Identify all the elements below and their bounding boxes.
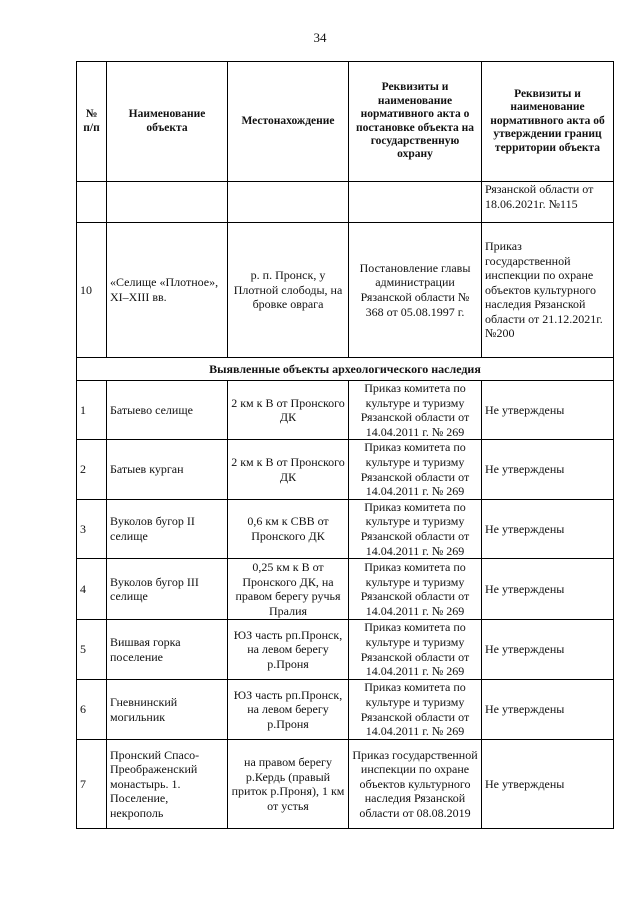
row-boundaries-act: Не утверждены <box>482 381 614 440</box>
row-boundaries-act: Не утверждены <box>482 499 614 558</box>
section-title: Выявленные объекты археологического наследия <box>77 358 614 381</box>
row-name: Гневнинский могильник <box>107 680 228 740</box>
row-protection-act: Приказ комитета по культуре и туризму Рязанской области от 14.04.2011 г. № 269 <box>349 680 482 740</box>
row-num: 3 <box>77 499 107 558</box>
row-name: «Селище «Плотное», XI–XIII вв. <box>107 223 228 358</box>
row-protection-act: Приказ комитета по культуре и туризму Рязанской области от 14.04.2011 г. № 269 <box>349 559 482 620</box>
row-boundaries-act: Не утверждены <box>482 620 614 680</box>
row-location: 0,25 км к В от Пронского ДК, на правом берегу ручья Пралия <box>228 559 349 620</box>
row-num: 6 <box>77 680 107 740</box>
header-name: Наименование объекта <box>107 62 228 182</box>
row-num: 7 <box>77 740 107 829</box>
table-row <box>77 680 614 740</box>
continuation-boundaries-act: Рязанской области от 18.06.2021г. №115 <box>482 182 614 223</box>
row-num: 4 <box>77 559 107 620</box>
row-boundaries-act: Не утверждены <box>482 559 614 620</box>
row-protection-act: Постановление главы администрации Рязанской области № 368 от 05.08.1997 г. <box>349 223 482 358</box>
table-row <box>77 499 614 558</box>
row-protection-act: Приказ комитета по культуре и туризму Рязанской области от 14.04.2011 г. № 269 <box>349 440 482 499</box>
header-protection-act: Реквизиты и наименование нормативного акта о постановке объекта на государственную охрану <box>349 62 482 182</box>
row-name: Пронский Спасо-Преображенский монастырь. 1. Поселение, некрополь <box>107 740 228 829</box>
row-location: 0,6 км к СВВ от Пронского ДК <box>228 499 349 558</box>
row-boundaries-act: Приказ государственной инспекции по охране объектов культурного наследия Рязанской области от 21.12.2021г. №200 <box>482 223 614 358</box>
row-location: 2 км к В от Пронского ДК <box>228 381 349 440</box>
row-boundaries-act: Не утверждены <box>482 740 614 829</box>
row-protection-act: Приказ комитета по культуре и туризму Рязанской области от 14.04.2011 г. № 269 <box>349 381 482 440</box>
row-name: Батыево селище <box>107 381 228 440</box>
table-row <box>77 381 614 440</box>
row-num: 5 <box>77 620 107 680</box>
row-num: 1 <box>77 381 107 440</box>
table-row <box>77 740 614 829</box>
table-row <box>77 440 614 499</box>
page-number: 34 <box>313 30 327 45</box>
row-protection-act: Приказ комитета по культуре и туризму Рязанской области от 14.04.2011 г. № 269 <box>349 620 482 680</box>
row-protection-act: Приказ комитета по культуре и туризму Рязанской области от 14.04.2011 г. № 269 <box>349 499 482 558</box>
row-location: р. п. Пронск, у Плотной слободы, на бровке оврага <box>228 223 349 358</box>
table-row <box>77 559 614 620</box>
row-location: 2 км к В от Пронского ДК <box>228 440 349 499</box>
table-header-row <box>77 62 614 182</box>
row-boundaries-act: Не утверждены <box>482 680 614 740</box>
row-name: Батыев курган <box>107 440 228 499</box>
row-name: Вуколов бугор II селище <box>107 499 228 558</box>
heritage-objects-table <box>76 61 614 829</box>
section-header-row <box>77 358 614 381</box>
continuation-row <box>77 182 614 223</box>
table-row <box>77 620 614 680</box>
row-location: на правом берегу р.Кердь (правый приток р.Проня), 1 км от устья <box>228 740 349 829</box>
row-name: Вишвая горка поселение <box>107 620 228 680</box>
header-location: Местонахождение <box>228 62 349 182</box>
header-num: № п/п <box>77 62 107 182</box>
row-num: 2 <box>77 440 107 499</box>
row-location: ЮЗ часть рп.Пронск, на левом берегу р.Проня <box>228 620 349 680</box>
header-boundaries-act: Реквизиты и наименование нормативного акта об утверждении границ территории объекта <box>482 62 614 182</box>
table-row <box>77 223 614 358</box>
row-protection-act: Приказ государственной инспекции по охране объектов культурного наследия Рязанской области от 08.08.2019 <box>349 740 482 829</box>
row-num: 10 <box>77 223 107 358</box>
row-location: ЮЗ часть рп.Пронск, на левом берегу р.Проня <box>228 680 349 740</box>
row-boundaries-act: Не утверждены <box>482 440 614 499</box>
row-name: Вуколов бугор III селище <box>107 559 228 620</box>
